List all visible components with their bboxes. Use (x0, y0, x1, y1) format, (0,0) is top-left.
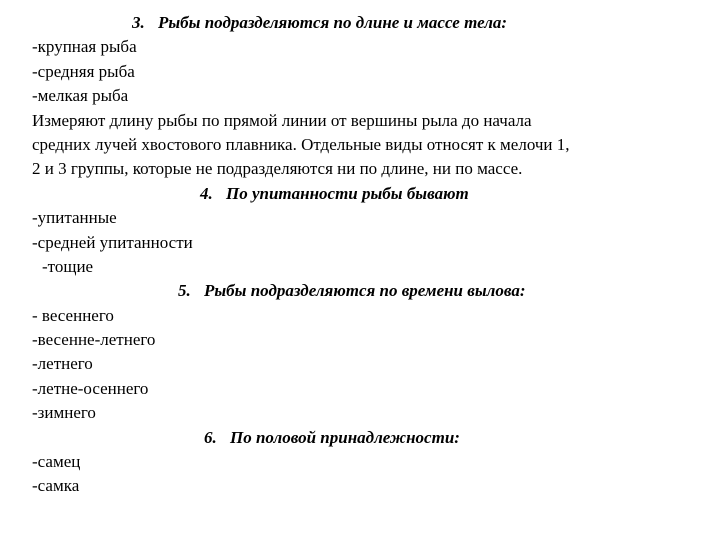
list-item: -средней упитанности (32, 232, 193, 252)
list-item: -упитанные (32, 208, 117, 228)
section-3-title: Рыбы подразделяются по длине и массе тела: (158, 13, 508, 32)
list-item: -крупная рыба (32, 37, 137, 57)
list-item: -мелкая рыба (32, 86, 129, 106)
section-4-number: 4. (200, 183, 213, 203)
section-3-heading (32, 11, 682, 35)
paragraph-line: Измеряют длину рыбы по прямой линии от вершины рыла до начала (32, 110, 532, 130)
section-5-title: Рыбы подразделяются по времени вылова: (204, 281, 526, 301)
paragraph-line: 2 и 3 группы, которые не подразделяются ни по длине, ни по массе. (32, 159, 523, 179)
list-item: -самец (32, 452, 81, 472)
section-4-title: По упитанности рыбы бывают (226, 183, 469, 203)
list-item: -летнего (32, 354, 93, 374)
section-6-number: 6. (204, 427, 217, 447)
list-item: -средняя рыба (32, 61, 135, 81)
list-item: -самка (32, 476, 80, 496)
section-6-title: По половой принадлежности: (230, 427, 460, 447)
paragraph-line: средних лучей хвостового плавника. Отдельные виды относят к мелочи 1, (32, 134, 570, 154)
section-5-heading (32, 279, 682, 303)
list-item: - весеннего (32, 305, 114, 325)
list-item: -весенне-летнего (32, 330, 156, 350)
section-3-number: 3. (132, 13, 145, 32)
section-5-number: 5. (178, 281, 191, 301)
list-item: -тощие (42, 256, 94, 276)
document-page (32, 11, 682, 499)
section-6-heading (32, 426, 682, 450)
section-4-heading (32, 182, 682, 206)
list-item: -летне-осеннего (32, 378, 149, 398)
list-item: -зимнего (32, 403, 96, 423)
